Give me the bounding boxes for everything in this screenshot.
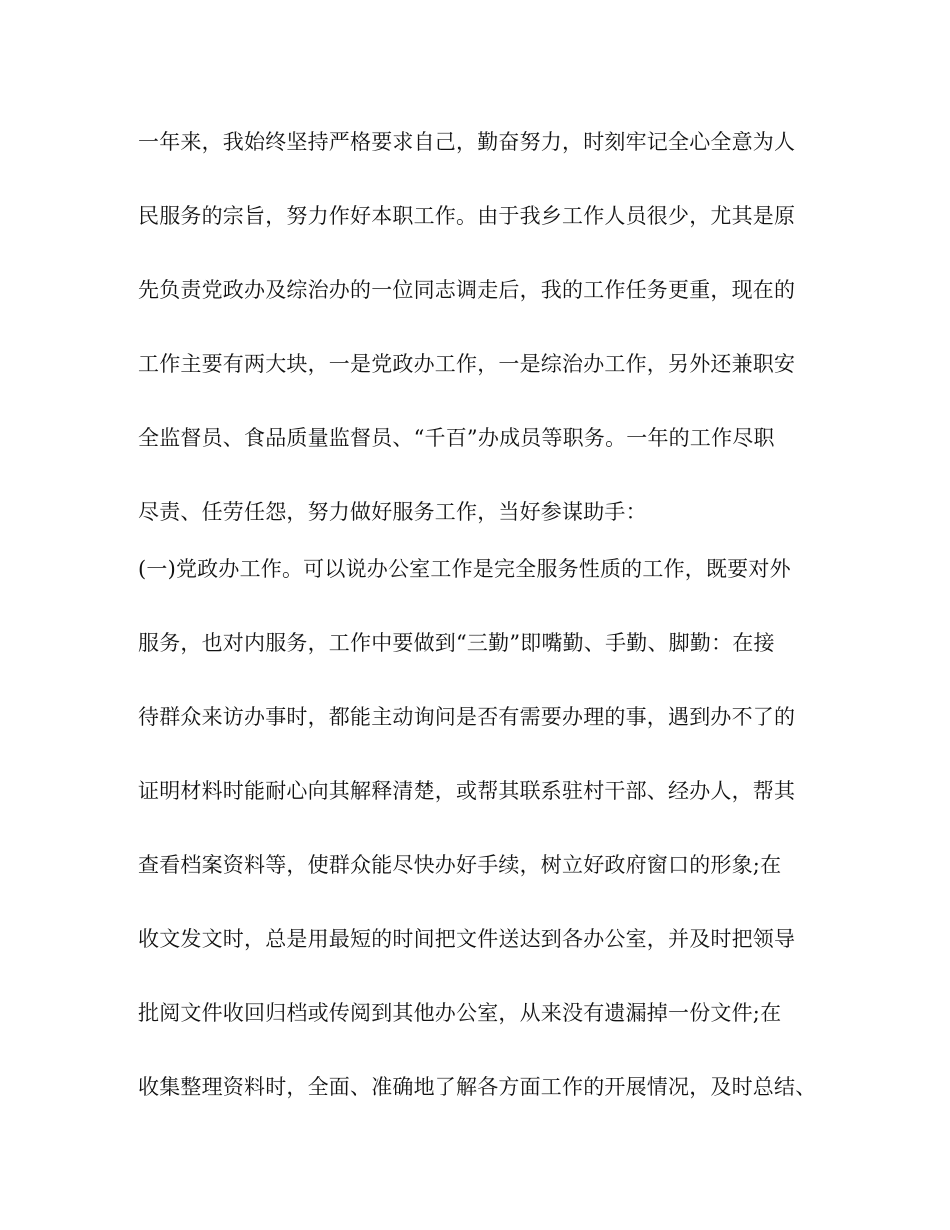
paragraph-line-9: 待群众来访办事时，都能主动询问是否有需要办理的事，遇到办不了的: [138, 705, 796, 729]
paragraph-line-2: 民服务的宗旨，努力作好本职工作。由于我乡工作人员很少，尤其是原: [138, 204, 796, 228]
paragraph-line-8: 服务，也对内服务，工作中要做到“三勤”即嘴勤、手勤、脚勤：在接: [138, 631, 775, 655]
paragraph-line-3: 先负责党政办及综治办的一位同志调走后，我的工作任务更重，现在的: [138, 278, 796, 302]
paragraph-line-7: (一)党政办工作。可以说办公室工作是完全服务性质的工作，既要对外: [138, 557, 791, 581]
paragraph-line-4: 工作主要有两大块，一是党政办工作，一是综治办工作，另外还兼职安: [138, 352, 796, 376]
paragraph-line-6: 尽责、任劳任怨，努力做好服务工作，当好参谋助手：: [138, 500, 647, 524]
paragraph-line-12: 收文发文时，总是用最短的时间把文件送达到各办公室，并及时把领导: [138, 927, 796, 951]
paragraph-line-1: 一年来，我始终坚持严格要求自己，勤奋努力，时刻牢记全心全意为人: [138, 130, 796, 154]
paragraph-line-14: 收集整理资料时，全面、准确地了解各方面工作的开展情况，及时总结、: [138, 1075, 817, 1099]
paragraph-line-11: 查看档案资料等，使群众能尽快办好手续，树立好政府窗口的形象;在: [138, 853, 782, 877]
paragraph-line-10: 证明材料时能耐心向其解释清楚，或帮其联系驻村干部、经办人，帮其: [138, 779, 796, 803]
paragraph-line-5: 全监督员、食品质量监督员、“千百”办成员等职务。一年的工作尽职: [138, 426, 775, 450]
paragraph-line-13: 批阅文件收回归档或传阅到其他办公室，从来没有遗漏掉一份文件;在: [138, 1001, 782, 1025]
